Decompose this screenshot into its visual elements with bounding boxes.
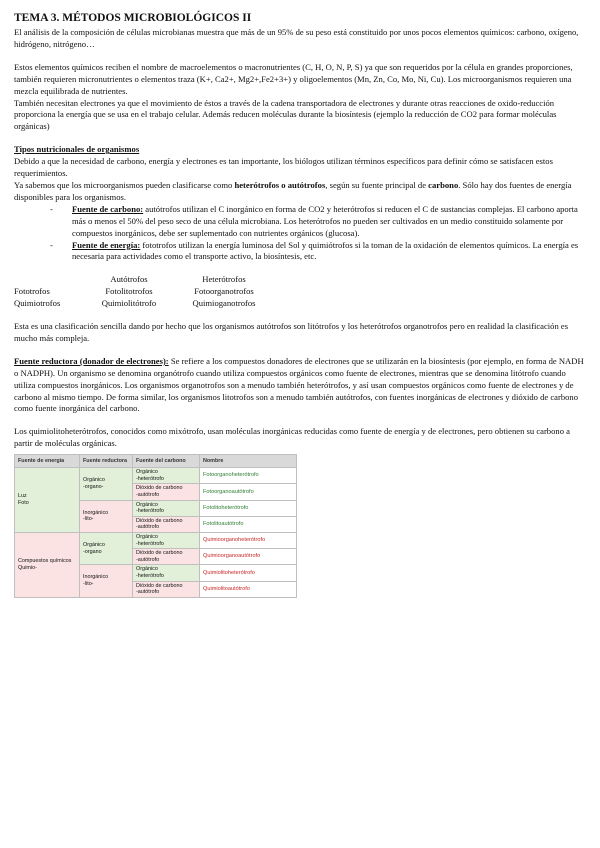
energy-cell-chemical: Compuestos químicos Quimio- [15,532,80,597]
tipos-paragraph: Debido a que la necesidad de carbono, energía y electrones es tan importante, los biólogos utilizan términos específicos para definir cómo se satisfacen estos requerimientos. [14,156,553,179]
name-cell: Fotolitoheterótrofo [200,500,297,516]
col-header-energy: Fuente de energía [15,455,80,468]
name-cell: Quimioorganoautótrofo [200,549,297,565]
table-row: Autótrofos Heterótrofos [110,274,246,285]
carbon-cell: Orgánico -heterótrofo [133,532,200,548]
name-cell: Quimioorganoheterótrofo [200,532,297,548]
intro-paragraph-2: hidrógeno, nitrógeno… [14,38,95,49]
carbon-cell: Dióxido de carbono -autótrofo [133,484,200,500]
col-header-name: Nombre [200,455,297,468]
carbon-cell: Dióxido de carbono -autótrofo [133,581,200,597]
page-title: TEMA 3. MÉTODOS MICROBIOLÓGICOS II [14,12,252,24]
col-header-reductora: Fuente reductora [80,455,133,468]
section-heading-tipos: Tipos nutricionales de organismos [14,144,140,155]
macro-paragraph: Estos elementos químicos reciben el nombre de macroelementos o macronutrientes (C, H, O, N, P, S) ya que son requeridos por la célula en grandes proporciones, también requieren micronutrientes o elementos traza (K+, Ca2+, Mg2+,Fe2+3+) y oligoelementos (Mn, Zn, Co, Mo, Ni, Cu). Los microorganismos requieren una mezcla equilibrada de nutrientes. [14,61,573,96]
intro-paragraph: El análisis de la composición de células microbianas muestra que más de un 95% de su peso está constituido por unos pocos elementos químicos: carbono, oxígeno, [14,27,579,37]
reductora-cell: Inorgánico -lito- [80,500,133,532]
table-row [15,468,297,484]
classification-table [14,274,586,310]
carbon-cell: Orgánico -heterótrofo [133,565,200,581]
table-header-row [15,455,297,468]
reductora-cell: Orgánico -organo [80,532,133,564]
tipos-paragraph-2: Ya sabemos que los microorganismos pueden clasificarse como heterótrofos o autótrofos, según su fuente principal de carbono. Sólo hay dos fuentes de energía disponibles para los organismos. [14,179,572,202]
name-cell: Quimiolitoheterótrofo [200,565,297,581]
nutritional-types-table [14,454,297,598]
name-cell: Fotoorganoheterótrofo [200,468,297,484]
energy-cell-light: Luz Foto [15,468,80,533]
name-cell: Fotoorganoautótrofo [200,484,297,500]
carbon-cell: Dióxido de carbono -autótrofo [133,516,200,532]
list-item: - Fuente de energía: fototrofos utilizan la energía luminosa del Sol y quimiótrofos si la toman de la oxidación de elementos químicos. La energía es necesaria para actividades como el transporte activo, la biosíntesis, etc. [72,240,586,264]
carbon-cell: Orgánico -heterótrofo [133,500,200,516]
list-item: - Fuente de carbono: autótrofos utilizan el C inorgánico en forma de CO2 y heterótrofos si reducen el C de sustancias complejas. El carbono aporta más o menos el 50% del peso seco de una célula microbiana. Los heterótrofos no pueden ser cultivados en un medio constituido solamente por compuestos inorgánicos, debe ser suplementado con nutrientes orgánicos (glucosa). [72,204,586,240]
reductora-cell: Inorgánico -lito- [80,565,133,597]
electrons-paragraph: También necesitan electrones ya que el movimiento de éstos a través de la cadena transportadora de electrones y durante otras reacciones de oxido-reducción proporciona la energía que se usa en el trabajo celular. Además reducen moléculas durante la biosíntesis (ejemplo la reducción de CO2 para formar moléculas orgánicas) [14,97,557,132]
reductora-paragraph: Fuente reductora (donador de electrones): Se refiere a los compuestos donadores de electrones que se utilizarán en la biosíntesis (por ejemplo, en forma de NADH o NADPH). Un organismo se denomina organótrofo cuando utiliza compuestos orgánicos como fuente de electrones, mientras que se denomina litótrofo cuando utiliza compuestos inorgánicos. Los organismos organotrofos son a menudo también heterótrofos, y así usan compuestos orgánicos como fuente de electrones y de carbono al mismo tiempo. De forma similar, los organismos litotrofos son a menudo también autótrofos, con fuentes inorgánicas de electrones y dióxido de carbono como fuente inorgánica del carbono. [14,355,584,414]
table-row [15,532,297,548]
table-row: Fototrofos Fotolitotrofos Fotoorganotrofos [14,286,254,297]
reductora-cell: Orgánico -organo- [80,468,133,500]
nutrient-source-list [14,204,586,264]
name-cell: Quimiolitoautótrofo [200,581,297,597]
col-header-carbon: Fuente del carbono [133,455,200,468]
carbon-cell: Orgánico -heterótrofo [133,468,200,484]
table-row: Quimiotrofos Quimiolitótrofo Quimioganotrofos [14,298,256,309]
classification-note: Esta es una clasificación sencilla dando por hecho que los organismos autótrofos son litótrofos y los heterótrofos organotrofos pero en realidad la clasificación es mucho más compleja. [14,321,569,343]
name-cell: Fotolitoautótrofo [200,516,297,532]
carbon-cell: Dióxido de carbono -autótrofo [133,549,200,565]
mixotrofo-paragraph: Los quimiolitoheterótrofos, conocidos como mixótrofo, usan moléculas inorgánicas reducidas como fuente de energía y de electrones, pero obtienen su carbono a partir de moléculas orgánicas. [14,426,570,449]
